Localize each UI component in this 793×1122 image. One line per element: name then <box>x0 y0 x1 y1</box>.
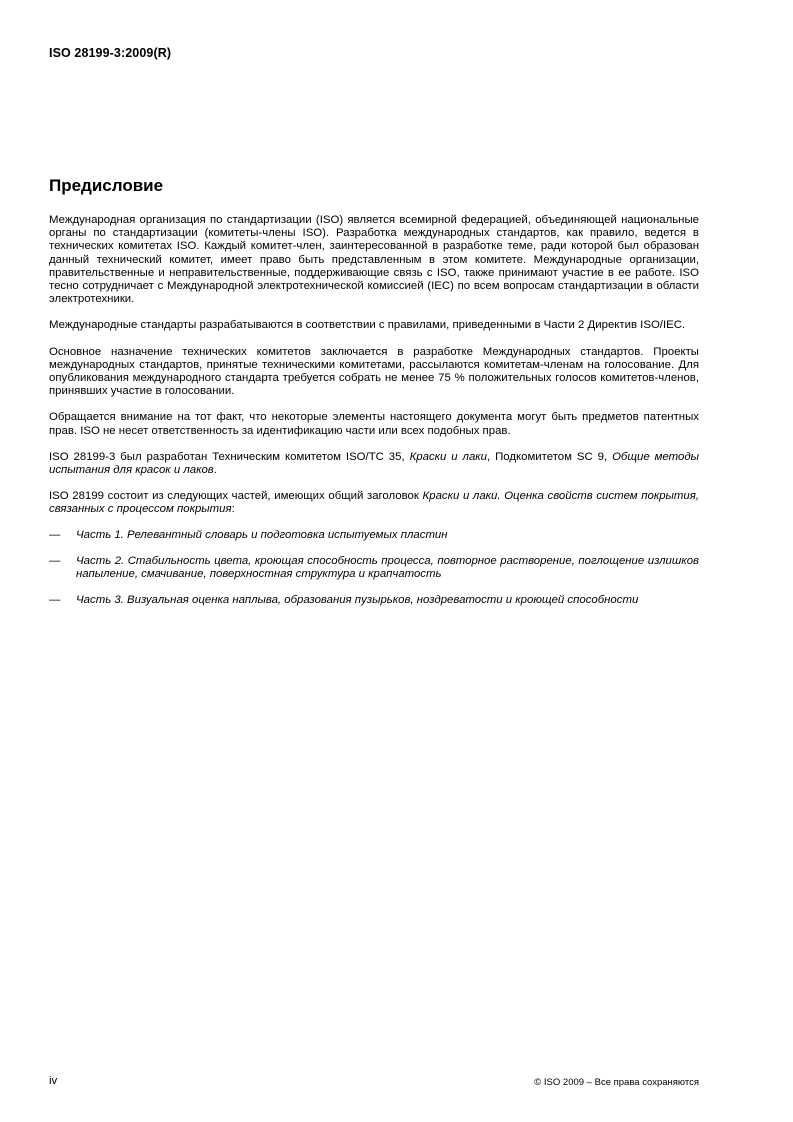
committee-text-2: , Подкомитетом SC 9, <box>487 450 613 463</box>
document-id: ISO 28199-3:2009(R) <box>49 46 172 60</box>
series-text-1: ISO 28199 состоит из следующих частей, имеющих общий заголовок <box>49 490 423 503</box>
list-item <box>49 555 699 581</box>
series-text-2: : <box>231 503 235 516</box>
parts-list <box>49 529 699 608</box>
section-title: Предисловие <box>49 176 164 195</box>
list-item <box>49 594 699 607</box>
committee-text-3: . <box>213 464 217 477</box>
committee-name-italic: Краски и лаки <box>409 450 488 463</box>
part-3-text: Часть 3. Визуальная оценка наплыва, образования пузырьков, ноздреватости и кроющей способности <box>76 594 639 607</box>
paragraph-iso-intro: Международная организация по стандартизации (ISO) является всемирной федерацией, объединяющей национальные органы по стандартизации (комитеты-члены ISO). Разработка международных стандартов, как правило, ведется в технических комитетах ISO. Каждый комитет-член, заинтересованной в разработке теме, ради которой был образован данный технический комитет, имеет право быть представленным в этом комитете. Международные организации, правительственные и неправительственные, поддерживающие связь с ISO, также принимают участие в ее работе. ISO тесно сотрудничает с Международной электротехнической комиссией (IEC) по всем вопросам стандартизации в области электротехники. <box>49 214 699 306</box>
subcommittee-name-italic: Общие методы испытания для красок и лаков <box>49 450 700 477</box>
paragraph-directives: Международные стандарты разрабатываются в соответствии с правилами, приведенными в Части 2 Директив ISO/IEC. <box>49 319 686 332</box>
paragraph-patent-notice: Обращается внимание на тот факт, что некоторые элементы настоящего документа могут быть предметов патентных прав. ISO не несет ответственность за идентификацию части или всех подобных прав. <box>49 411 699 437</box>
paragraph-series-info <box>49 490 699 516</box>
list-item <box>49 529 699 542</box>
list-dash: — <box>49 594 61 607</box>
list-dash: — <box>49 554 61 567</box>
part-2-text: Часть 2. Стабильность цвета, кроющая способность процесса, повторное растворение, поглощение излишков напыление, смачивание, поверхностная структура и крапчатость <box>76 554 699 581</box>
paragraph-committee-tasks: Основное назначение технических комитетов заключается в разработке Международных стандартов. Проекты международных стандартов, принятые техническими комитетами, рассылаются комитетам-членам на голосование. Для опубликования международного стандарта требуется собрать не менее 75 % положительных голосов комитетов-членов, принявших участие в голосовании. <box>49 345 699 398</box>
series-title-italic: Краски и лаки. Оценка свойств систем покрытия, связанных с процессом покрытия <box>49 490 699 516</box>
paragraph-committee-info <box>49 451 699 477</box>
committee-text-1: ISO 28199-3 был разработан Техническим комитетом ISO/TC 35, <box>49 450 410 463</box>
part-1-text: Часть 1. Релевантный словарь и подготовка испытуемых пластин <box>76 528 448 541</box>
document-body <box>49 214 699 620</box>
page-number: iv <box>49 1075 58 1087</box>
copyright-notice: © ISO 2009 – Все права сохраняются <box>534 1077 699 1088</box>
list-dash: — <box>49 528 61 541</box>
